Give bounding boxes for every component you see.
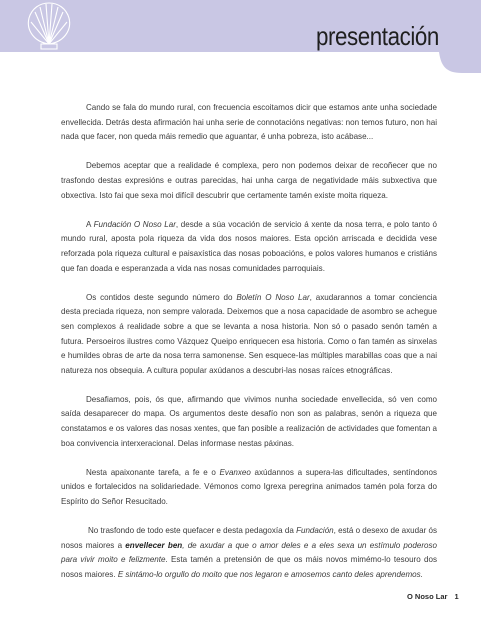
text-run: Fundación	[296, 526, 334, 536]
page-title: presentación	[316, 21, 439, 51]
text-run: No trasfondo de todo este quefacer e desta pedagoxía da	[88, 526, 297, 536]
page-number: 1	[454, 592, 459, 601]
text-run: Boletín O Noso Lar	[236, 292, 310, 302]
text-run: , está o desexo de axudar ós nosos maiores a	[61, 526, 438, 550]
footer-publication: O Noso Lar	[407, 592, 448, 601]
paragraph	[61, 159, 437, 203]
paragraph	[61, 291, 437, 379]
paragraph	[61, 466, 437, 510]
text-run: . Esta tamén a pretensión de que os máis novos mimémo-lo tesouro dos nosos maiores.	[61, 555, 437, 579]
paragraph	[61, 101, 437, 145]
body-text	[61, 101, 437, 583]
text-run: E sintámo-lo orgullo do moito que nos legaron e amosemos canto deles aprendemos.	[117, 570, 423, 579]
text-run: A	[86, 219, 94, 229]
footer	[407, 592, 459, 601]
text-run: axúdannos a supera-las dificultades, sentíndonos unidos e fortalecidos na solidariedade. Vémonos como Igrexa peregrina animados tamén pola forza do Espírito do Señor Resucitado.	[61, 467, 437, 507]
text-run: envellecer ben	[125, 540, 183, 550]
text-run: Nesta apaixonante tarefa, a fe e o	[86, 467, 220, 477]
scallop-shell-icon	[20, 0, 78, 50]
text-run: , desde a súa vocación de servicio á xente da nosa terra, e polo tanto ó mundo rural, aposta pola riqueza da vida dos nosos maiores. Esta opción arriscada e decidida vese reforzada pola riqueza cultural e paisaxística das nosas poboacións, e polos valores humanos e cristiáns que fan doada e esperanzada a vida nas nosas comunidades parroquiais.	[61, 219, 437, 273]
text-run: , de axudar a que o amor deles e a eles sexa un estímulo poderoso para vivir moito e felizmente	[61, 540, 437, 565]
text-run: , axudarannos a tomar conciencia desta preciada riqueza, non sempre valorada. Deixemos que a nosa capacidade de asombro se achegue sen complexos á realidade sobre a que se levanta a nosa historia. Non só o pasado senón tamén a futura. Persoeiros ilustres como Vázquez Queipo enriquecen esa historia. Como o fan tamén as sinxelas e humildes obras de arte da nosa terra samonense. Sen esquece-las múltiples marabillas coas que a nai natureza nos obsequia. A cultura popular axúdanos a descubri-las nosas raíces etnográficas.	[61, 292, 438, 375]
paragraph	[61, 524, 437, 582]
text-run: Fundación O Noso Lar	[93, 219, 176, 229]
text-run: Debemos aceptar que a realidade é complexa, pero non podemos deixar de recoñecer que no trasfondo destas expresións e outras parecidas, hai unha carga de negatividade máis subxectiva que obxectiva. Isto fai que sexa moi difícil descubrir que certamente tamén existe moita riqueza.	[61, 161, 437, 200]
paragraph	[61, 393, 437, 451]
text-run: Cando se fala do mundo rural, con frecuencia escoitamos dicir que estamos ante unha sociedade envellecida. Detrás desta afirmación hai unha serie de connotacións negativas: non temos futuro, non hai nada que facer, non queda máis remedio que aguantar, é unha pobreza, isto acábase...	[61, 103, 437, 142]
text-run: Os contidos deste segundo número do	[86, 292, 237, 302]
text-run: Evanxeo	[219, 467, 251, 477]
paragraph	[61, 218, 437, 276]
text-run: Desafiamos, pois, ós que, afirmando que vivimos nunha sociedade envellecida, só ven como saída desaparecer do mapa. Os argumentos deste desafío non son as palabras, senón a riqueza que constatamos e os valores das nosas xentes, que fan posible a realización de actividades que fomentan a boa convivencia interxeracional. Delas informase nestas páxinas.	[61, 394, 437, 448]
